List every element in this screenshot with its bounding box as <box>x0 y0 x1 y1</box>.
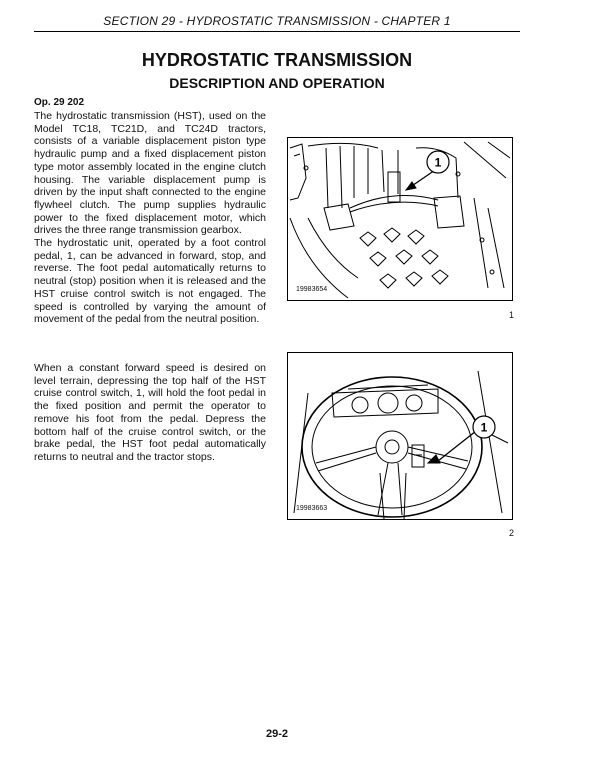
paragraph-cruise-control: When a constant forward speed is desired on level terrain, depressing the top half of the HST cruise control switch, 1, will hold the foot pedal in the fixed position and permit the operator to remove his foot from the pedal. Depress the bottom half of the cruise control switch, or the brake pedal, the HST foot pedal automatically returns to neutral and the tractor stops. <box>34 362 266 463</box>
figure-1-number: 1 <box>509 310 515 320</box>
figure-2-image-id: 19983663 <box>296 505 328 512</box>
foot-pedal-illustration <box>288 138 512 300</box>
page-subtitle: DESCRIPTION AND OPERATION <box>169 75 385 91</box>
section-header: SECTION 29 - HYDROSTATIC TRANSMISSION - CHAPTER 1 <box>103 14 451 28</box>
figure-1-image-id: 19983654 <box>296 286 328 293</box>
figure-2-callout: 1 <box>480 420 488 435</box>
figure-1-callout: 1 <box>434 155 442 170</box>
paragraph-foot-pedal: The hydrostatic unit, operated by a foot control pedal, 1, can be advanced in forward, stop, and reverse. The foot pedal automatically returns to neutral (stop) position when it is released and the HST cruise control switch is not engaged. The speed is controlled by varying the amount of movement of the pedal from the neutral position. <box>34 237 266 326</box>
operation-number: Op. 29 202 <box>34 97 85 108</box>
figure-cruise-control <box>287 352 513 520</box>
header-divider <box>34 31 520 32</box>
page-title: HYDROSTATIC TRANSMISSION <box>141 50 413 70</box>
page-number: 29-2 <box>265 728 289 740</box>
figure-2-number: 2 <box>509 528 515 538</box>
paragraph-hst-overview: The hydrostatic transmission (HST), used on the Model TC18, TC21D, and TC24D tractors, consists of a variable displacement piston type hydraulic pump and a fixed displacement piston type motor assembly located in the engine clutch housing. The variable displacement pump is driven by the input shaft connected to the engine flywheel clutch. The pump supplies hydraulic power to the fixed displacement motor, which drives the three range transmission gearbox. <box>34 110 266 237</box>
figure-foot-pedal <box>287 137 513 301</box>
cruise-control-illustration <box>288 353 512 519</box>
